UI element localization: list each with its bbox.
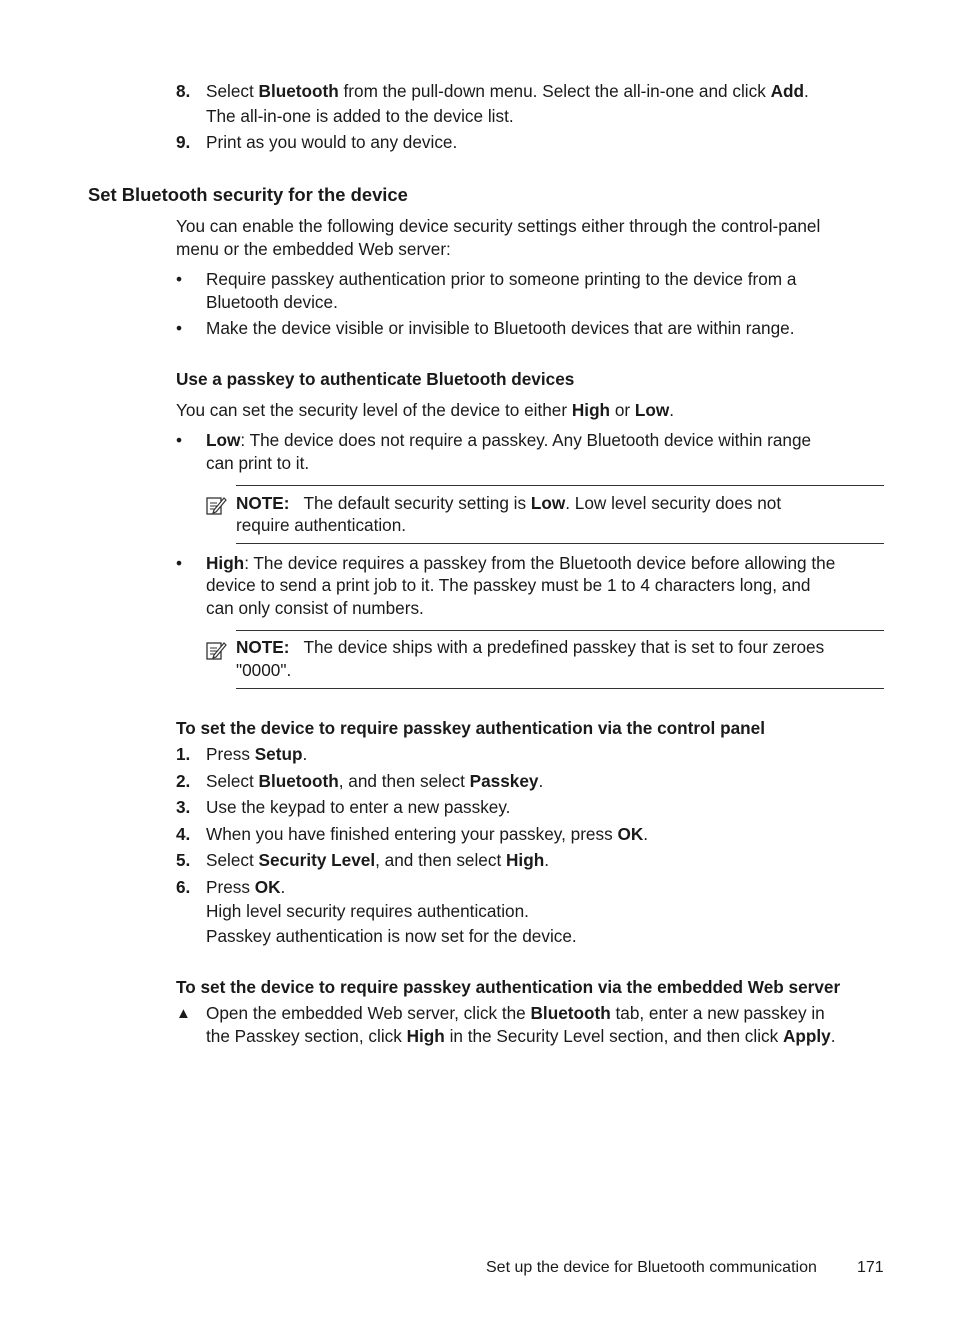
- note-text: require authentication.: [236, 515, 407, 535]
- step-subtext: Passkey authentication is now set for the device.: [206, 926, 577, 946]
- bullet-marker: •: [176, 553, 183, 573]
- bullet-marker: •: [176, 430, 183, 450]
- low-text: Low: The device does not require a passkey. Any Bluetooth device within range: [206, 430, 812, 450]
- triangle-marker-icon: ▲: [176, 1005, 191, 1022]
- procedure-heading: To set the device to require passkey authentication via the control panel: [176, 718, 765, 738]
- bullet-text: Bluetooth device.: [206, 292, 338, 312]
- step-subtext: The all-in-one is added to the device list.: [206, 106, 514, 126]
- bullet-text: Require passkey authentication prior to someone printing to the device from a: [206, 269, 797, 289]
- high-text: device to send a print job to it. The passkey must be 1 to 4 characters long, and: [206, 575, 811, 595]
- note-rule-top: [236, 485, 884, 486]
- ews-text: the Passkey section, click High in the Security Level section, and then click Apply.: [206, 1026, 836, 1046]
- note-rule-bottom: [236, 688, 884, 689]
- note-text: "0000".: [236, 660, 292, 680]
- step-text: Select Security Level, and then select High.: [206, 850, 549, 870]
- step-text: Use the keypad to enter a new passkey.: [206, 797, 511, 817]
- step-subtext: High level security requires authentication.: [206, 901, 529, 921]
- footer-title: Set up the device for Bluetooth communication: [486, 1259, 817, 1276]
- step-text: Press Setup.: [206, 744, 308, 764]
- step-number: 3.: [176, 797, 191, 817]
- section-heading: Set Bluetooth security for the device: [88, 184, 408, 205]
- note-icon: [205, 494, 227, 516]
- note-rule-bottom: [236, 543, 884, 544]
- step-text: Print as you would to any device.: [206, 132, 458, 152]
- page-number: 171: [857, 1259, 884, 1276]
- passkey-intro: You can set the security level of the device to either High or Low.: [176, 400, 675, 420]
- high-text: High: The device requires a passkey from the Bluetooth device before allowing the: [206, 553, 836, 573]
- note-rule-top: [236, 630, 884, 631]
- section-intro: You can enable the following device security settings either through the control-panel: [176, 216, 821, 236]
- note-icon: [205, 639, 227, 661]
- step-number: 4.: [176, 824, 191, 844]
- high-text: can only consist of numbers.: [206, 598, 424, 618]
- bullet-marker: •: [176, 269, 183, 289]
- bullet-text: Make the device visible or invisible to Bluetooth devices that are within range.: [206, 318, 795, 338]
- step-text: When you have finished entering your passkey, press OK.: [206, 824, 649, 844]
- step-text: Select Bluetooth, and then select Passkey.: [206, 771, 544, 791]
- step-number: 2.: [176, 771, 191, 791]
- step-number: 1.: [176, 744, 191, 764]
- note-text: NOTE: The device ships with a predefined passkey that is set to four zeroes: [236, 637, 825, 657]
- bullet-marker: •: [176, 318, 183, 338]
- low-text: can print to it.: [206, 453, 310, 473]
- step-number: 8.: [176, 81, 191, 101]
- step-number: 9.: [176, 132, 191, 152]
- ews-text: Open the embedded Web server, click the Bluetooth tab, enter a new passkey in: [206, 1003, 825, 1023]
- step-number: 5.: [176, 850, 191, 870]
- section-intro: menu or the embedded Web server:: [176, 239, 451, 259]
- step-text: Select Bluetooth from the pull-down menu. Select the all-in-one and click Add.: [206, 81, 809, 101]
- note-text: NOTE: The default security setting is Low. Low level security does not: [236, 493, 782, 513]
- procedure-heading: To set the device to require passkey authentication via the embedded Web server: [176, 977, 841, 997]
- subsection-heading: Use a passkey to authenticate Bluetooth devices: [176, 369, 575, 389]
- step-text: Press OK.: [206, 877, 286, 897]
- step-number: 6.: [176, 877, 191, 897]
